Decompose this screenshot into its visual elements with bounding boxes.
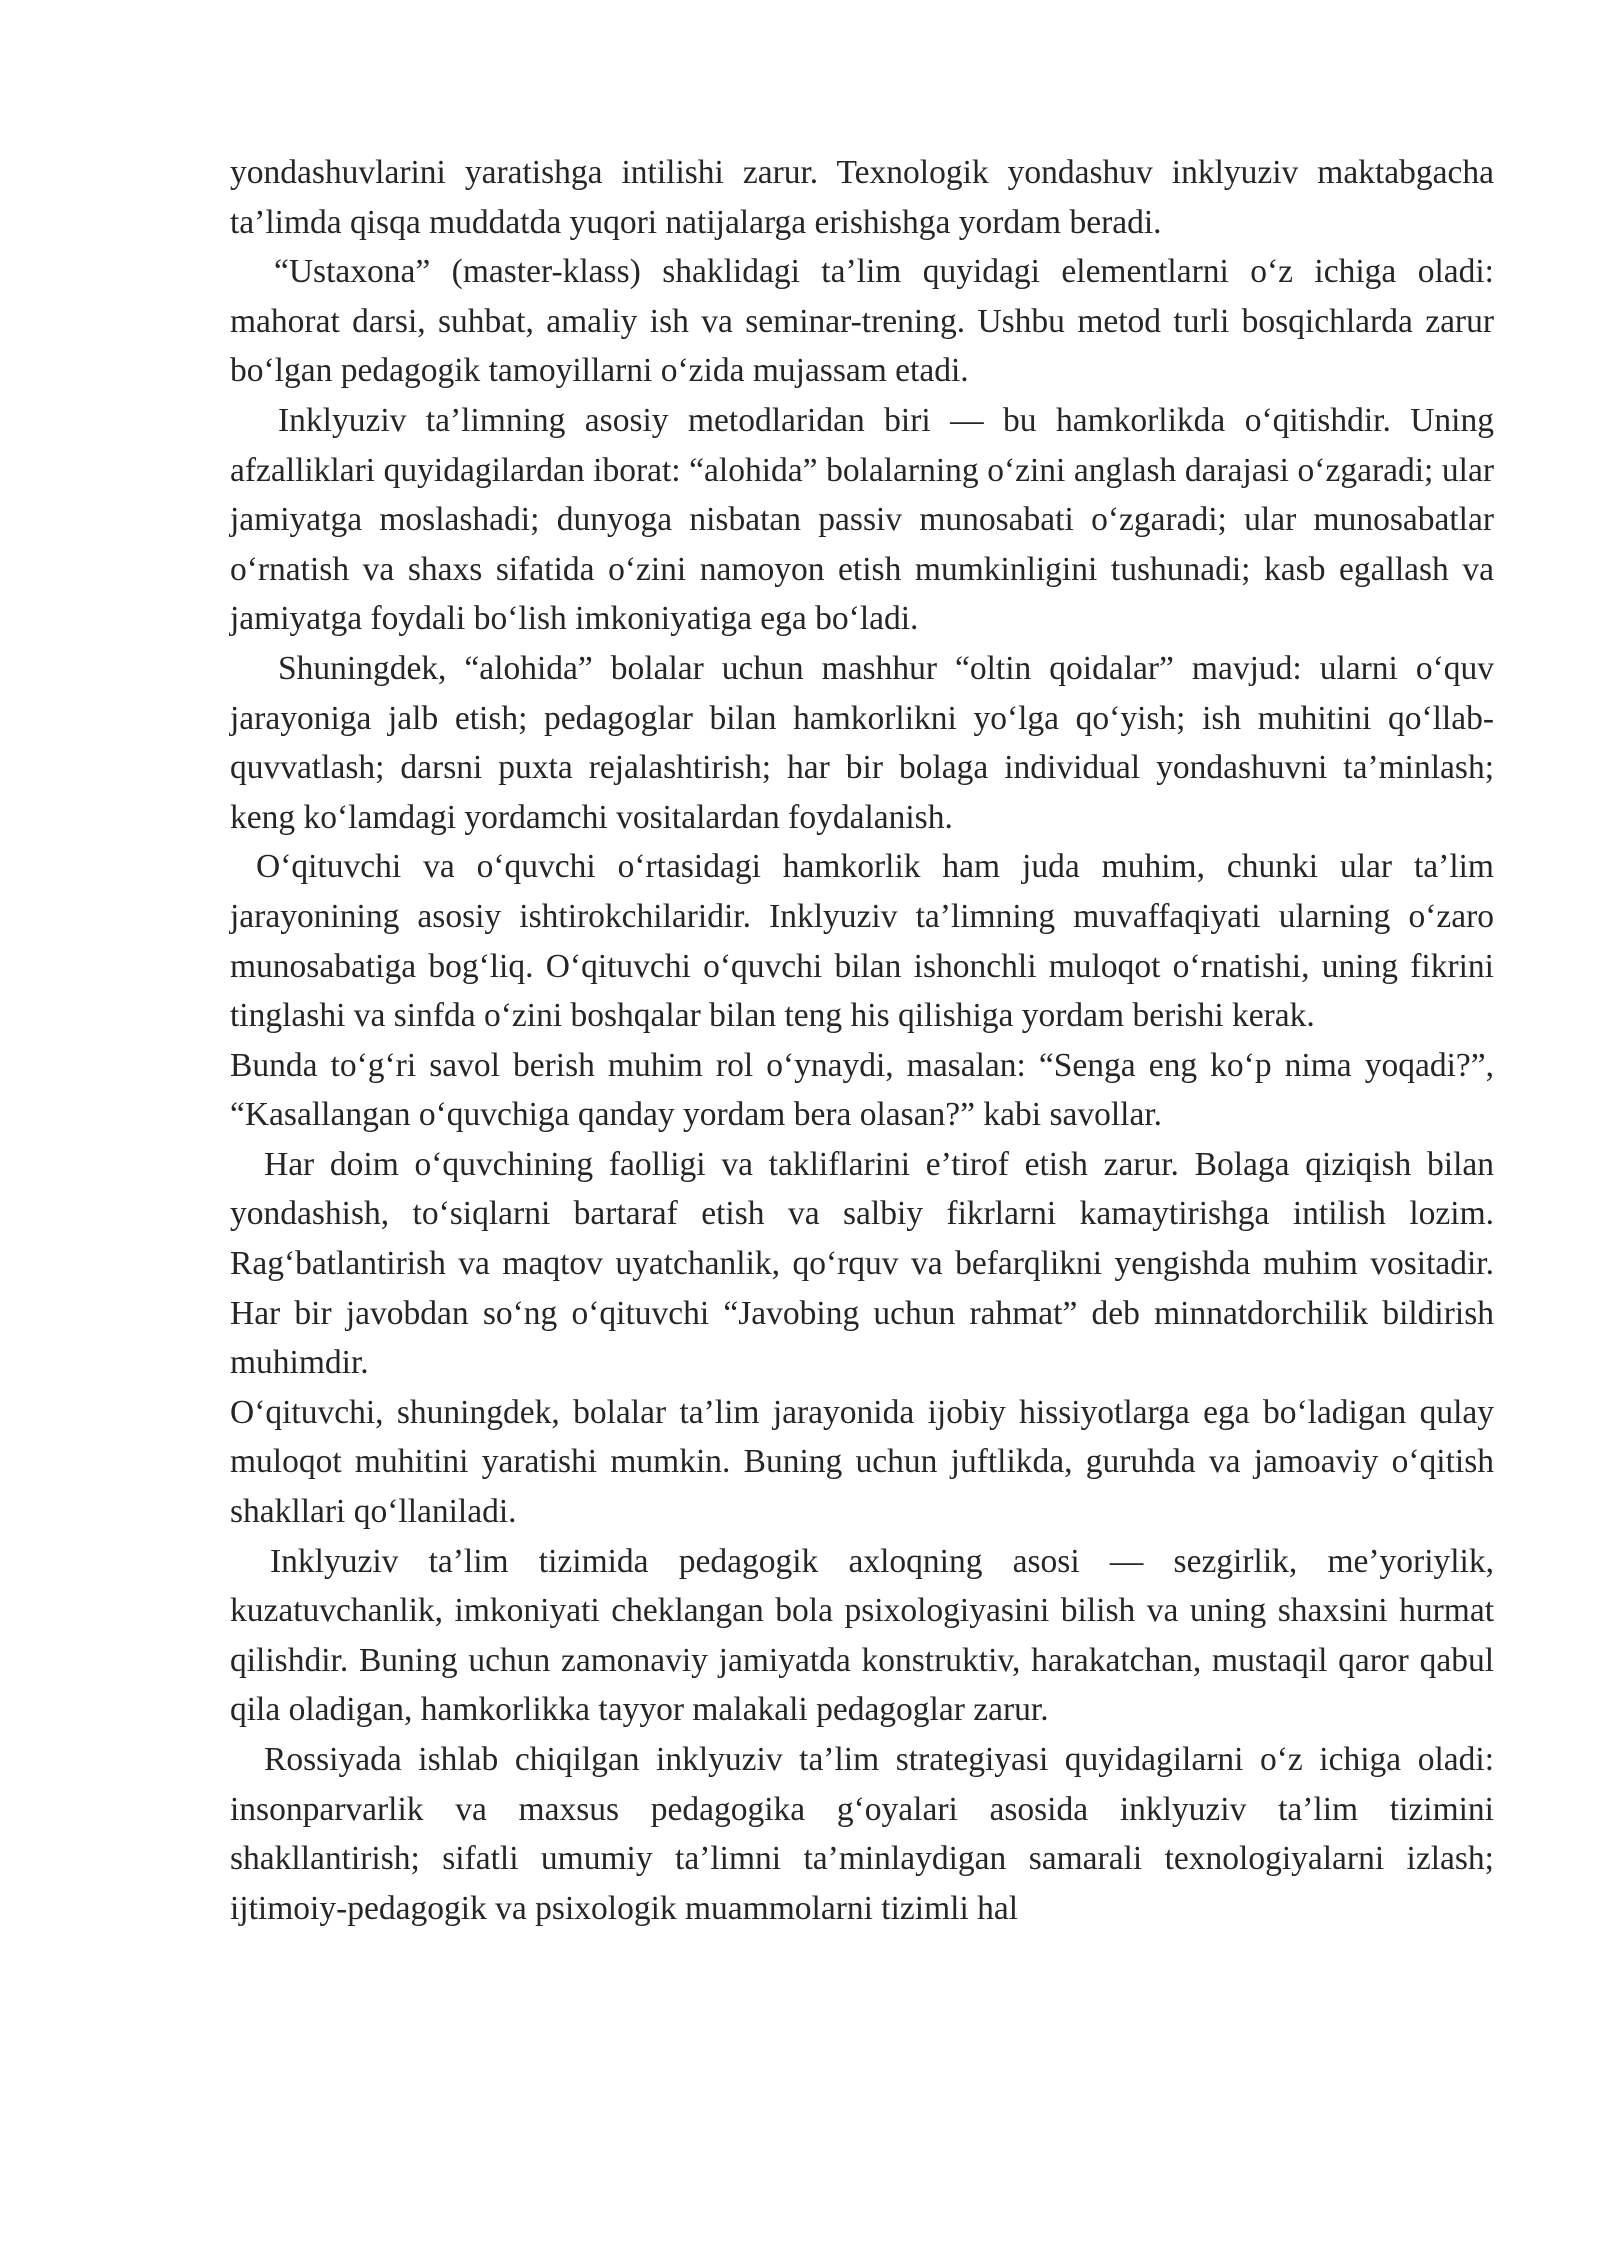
paragraph-collaborative-learning: Inklyuziv ta’limning asosiy metodlaridan biri — bu hamkorlikda o‘qitishdir. Uning afzalliklari quyidagilardan iborat: “alohida” bolalarning o‘zini anglash darajasi o‘zgaradi; ular jamiyatga moslashadi; dunyoga nisbatan passiv munosabati o‘zgaradi; ular munosabatlar o‘rnatish va shaxs sifatida o‘zini namoyon etish mumkinligini tushunadi; kasb egallash va jamiyatga foydali bo‘lish imkoniyatiga ega bo‘ladi.: [230, 401, 1494, 638]
paragraph-golden-rules: Shuningdek, “alohida” bolalar uchun mashhur “oltin qoidalar” mavjud: ularni o‘quv jarayoniga jalb etish; pedagoglar bilan hamkorlikni yo‘lga qo‘yish; ish muhitini qo‘llab-quvvatlash; darsni puxta rejalashtirish; har bir bolaga individual yondashuvni ta’minlash; keng ko‘lamdagi yordamchi vositalardan foydalanish.: [230, 649, 1494, 836]
paragraph-teacher-student: O‘qituvchi va o‘quvchi o‘rtasidagi hamkorlik ham juda muhim, chunki ular ta’lim jarayonining asosiy ishtirokchilaridir. Inklyuziv ta’limning muvaffaqiyati ularning o‘zaro munosabatiga bog‘liq. O‘qituvchi o‘quvchi bilan ishonchli muloqot o‘rnatishi, uning fikrini tinglashi va sinfda o‘zini boshqalar bilan teng his qilishiga yordam berishi kerak.: [230, 848, 1494, 1035]
paragraph-master-class: “Ustaxona” (master-klass) shaklidagi ta’lim quyidagi elementlarni o‘z ichiga oladi: mahorat darsi, suhbat, amaliy ish va seminar-trening. Ushbu metod turli bosqichlarda zarur bo‘lgan pedagogik tamoyillarni o‘zida mujassam etadi.: [230, 253, 1494, 390]
paragraph-technology-approach: yondashuvlarini yaratishga intilishi zarur. Texnologik yondashuv inklyuziv maktabgacha ta’limda qisqa muddatda yuqori natijalarga erishishga yordam beradi.: [230, 154, 1494, 241]
paragraph-pedagogical-ethics: Inklyuziv ta’lim tizimida pedagogik axloqning asosi — sezgirlik, me’yoriylik, kuzatuvchanlik, imkoniyati cheklangan bola psixologiyasini bilish va uning shaxsini hurmat qilishdir. Buning uchun zamonaviy jamiyatda konstruktiv, harakatchan, mustaqil qaror qabul qila oladigan, hamkorlikka tayyor malakali pedagoglar zarur.: [230, 1542, 1494, 1729]
paragraph-recognition: Har doim o‘quvchining faolligi va takliflarini e’tirof etish zarur. Bolaga qiziqish bilan yondashish, to‘siqlarni bartaraf etish va salbiy fikrlarni kamaytirishga intilish lozim. Rag‘batlantirish va maqtov uyatchanlik, qo‘rquv va befarqlikni yengishda muhim vositadir. Har bir javobdan so‘ng o‘qituvchi “Javobing uchun rahmat” deb minnatdorchilik bildirish muhimdir.: [230, 1145, 1494, 1382]
paragraph-right-questions: Bunda to‘g‘ri savol berish muhim rol o‘ynaydi, masalan: “Senga eng ko‘p nima yoqadi?”, “Kasallangan o‘quvchiga qanday yordam bera olasan?” kabi savollar.: [230, 1046, 1494, 1134]
paragraph-russia-strategy: Rossiyada ishlab chiqilgan inklyuziv ta’lim strategiyasi quyidagilarni o‘z ichiga oladi: insonparvarlik va maxsus pedagogika g‘oyalari asosida inklyuziv ta’lim tizimini shakllantirish; sifatli umumiy ta’limni ta’minlaydigan samarali texnologiyalarni izlash; ijtimoiy-pedagogik va psixologik muammolarni tizimli hal: [230, 1741, 1494, 1927]
paragraph-positive-emotions: O‘qituvchi, shuningdek, bolalar ta’lim jarayonida ijobiy hissiyotlarga ega bo‘ladigan qulay muloqot muhitini yaratishi mumkin. Buning uchun juftlikda, guruhda va jamoaviy o‘qitish shakllari qo‘llaniladi.: [230, 1393, 1494, 1531]
body-text: [230, 148, 1494, 1933]
